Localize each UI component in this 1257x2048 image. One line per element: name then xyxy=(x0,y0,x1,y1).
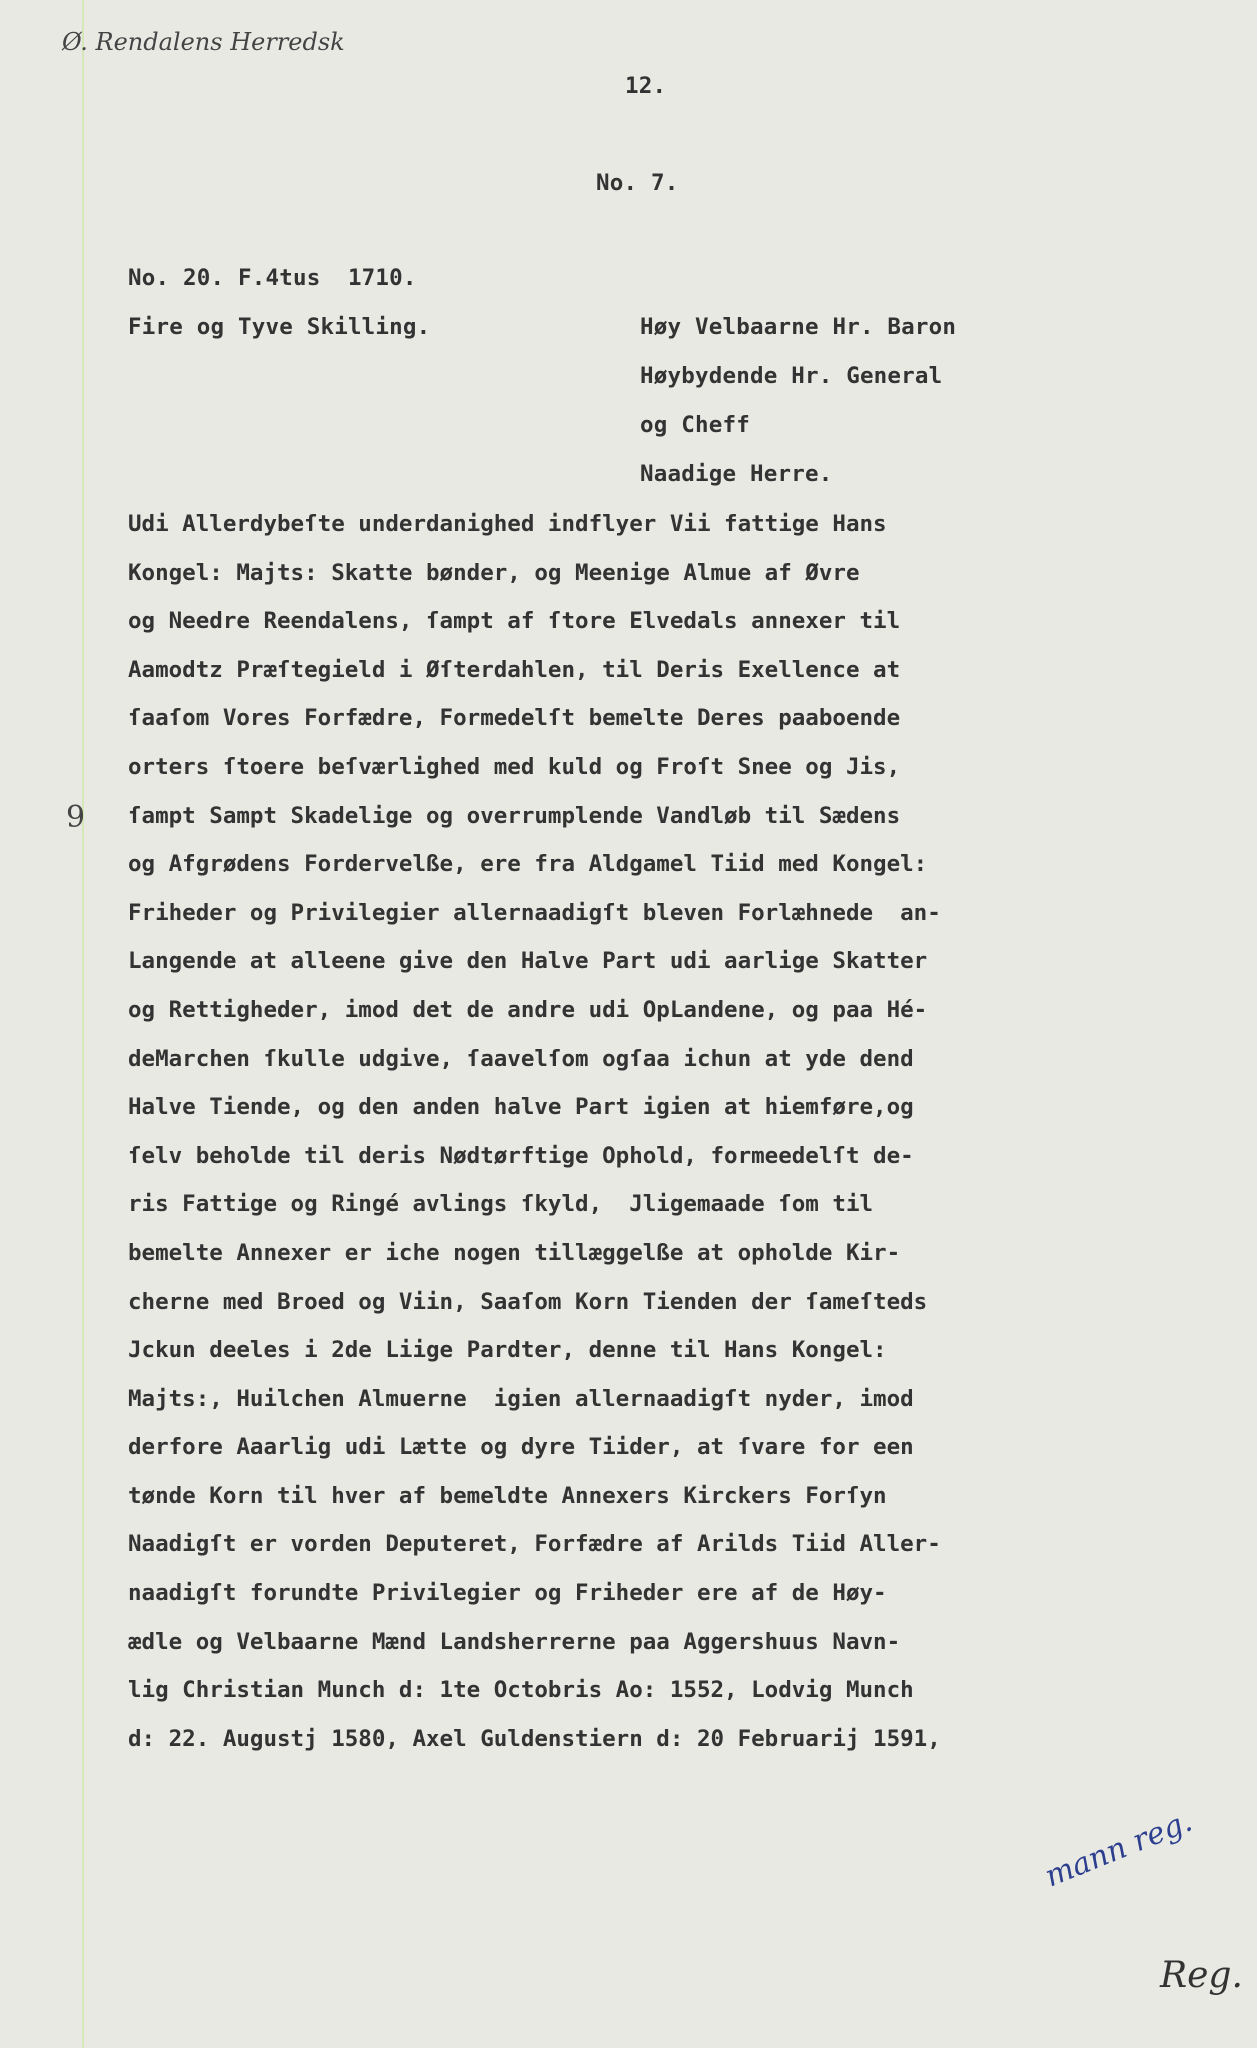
body-line: ſaaſom Vores Forfædre, Formedelſt bemelte Deres paaboende xyxy=(128,705,901,732)
document-reference: No. 20. F.4tus 1710. xyxy=(128,265,417,291)
handwritten-reg-note: Reg. xyxy=(1160,1955,1243,1996)
handwritten-margin-number: 9 xyxy=(66,800,86,835)
body-line: ris Fattige og Ringé avlings ſkyld, Jligemaade ſom til xyxy=(128,1191,874,1218)
body-line: ſelv beholde til deris Nødtørftige Ophold, formeedelſt de- xyxy=(128,1142,914,1169)
letter-body xyxy=(128,509,941,1772)
body-line: bemelte Annexer er iche nogen tillæggelße at opholde Kir- xyxy=(128,1239,901,1266)
handwritten-top-note: Ø. Rendalens Herredsk xyxy=(62,28,345,56)
body-line: Naadigſt er vorden Deputeret, Forfædre af Arilds Tiid Aller- xyxy=(128,1531,941,1558)
body-line: d: 22. Augustj 1580, Axel Guldenstiern d: 20 Februarij 1591, xyxy=(128,1725,941,1752)
body-line: lig Christian Munch d: 1te Octobris Ao: 1552, Lodvig Munch xyxy=(128,1677,914,1704)
margin-line xyxy=(82,0,84,2048)
address-line: Naadige Herre. xyxy=(640,461,833,487)
body-line: orters ſtoere beſværlighed med kuld og Froſt Snee og Jis, xyxy=(128,753,901,780)
body-line: Friheder og Privilegier allernaadigſt bleven Forlæhnede an- xyxy=(128,899,941,926)
body-line: Udi Allerdybeſte underdanighed indflyer Vii fattige Hans xyxy=(128,511,887,537)
body-line: naadigſt forundte Privilegier og Friheder ere af de Høy- xyxy=(128,1580,887,1607)
document-number: No. 7. xyxy=(596,170,679,196)
body-line: ſampt Sampt Skadelige og overrumplende Vandløb til Sædens xyxy=(128,802,901,829)
body-line: ædle og Velbaarne Mænd Landsherrerne paa Aggershuus Navn- xyxy=(128,1628,901,1655)
page-number: 12. xyxy=(625,73,667,99)
fee-line: Fire og Tyve Skilling. xyxy=(128,314,431,340)
address-line: Høybydende Hr. General xyxy=(640,363,943,389)
body-line: cherne med Broed og Viin, Saaſom Korn Tienden der ſameſteds xyxy=(128,1288,928,1315)
address-line: Høy Velbaarne Hr. Baron xyxy=(640,314,957,340)
body-line: Halve Tiende, og den anden halve Part igien at hiemføre,og xyxy=(128,1094,914,1121)
address-line: og Cheff xyxy=(640,412,750,438)
body-line: Aamodtz Præſtegield i Øſterdahlen, til Deris Exellence at xyxy=(128,656,901,683)
body-line: og Afgrødens Fordervelße, ere fra Aldgamel Tiid med Kongel: xyxy=(128,851,928,878)
body-line: Langende at alleene give den Halve Part udi aarlige Skatter xyxy=(128,948,928,975)
body-line: Kongel: Majts: Skatte bønder, og Meenige Almue af Øvre xyxy=(128,559,860,586)
body-line: og Rettigheder, imod det de andre udi OpLandene, og paa Hé- xyxy=(128,996,928,1023)
body-line: og Needre Reendalens, ſampt af ſtore Elvedals annexer til xyxy=(128,608,901,635)
body-line: Jckun deeles i 2de Liige Pardter, denne til Hans Kongel: xyxy=(128,1337,887,1364)
body-line: deMarchen ſkulle udgive, ſaavelſom ogſaa ichun at yde dend xyxy=(128,1045,914,1072)
body-line: tønde Korn til hver af bemeldte Annexers Kirckers Forſyn xyxy=(128,1482,887,1509)
body-line: derfore Aaarlig udi Lætte og dyre Tiider, at ſvare for een xyxy=(128,1434,914,1461)
body-line: Majts:, Huilchen Almuerne igien allernaadigſt nyder, imod xyxy=(128,1385,914,1412)
handwritten-blue-note: mann reg. xyxy=(1040,1803,1198,1895)
